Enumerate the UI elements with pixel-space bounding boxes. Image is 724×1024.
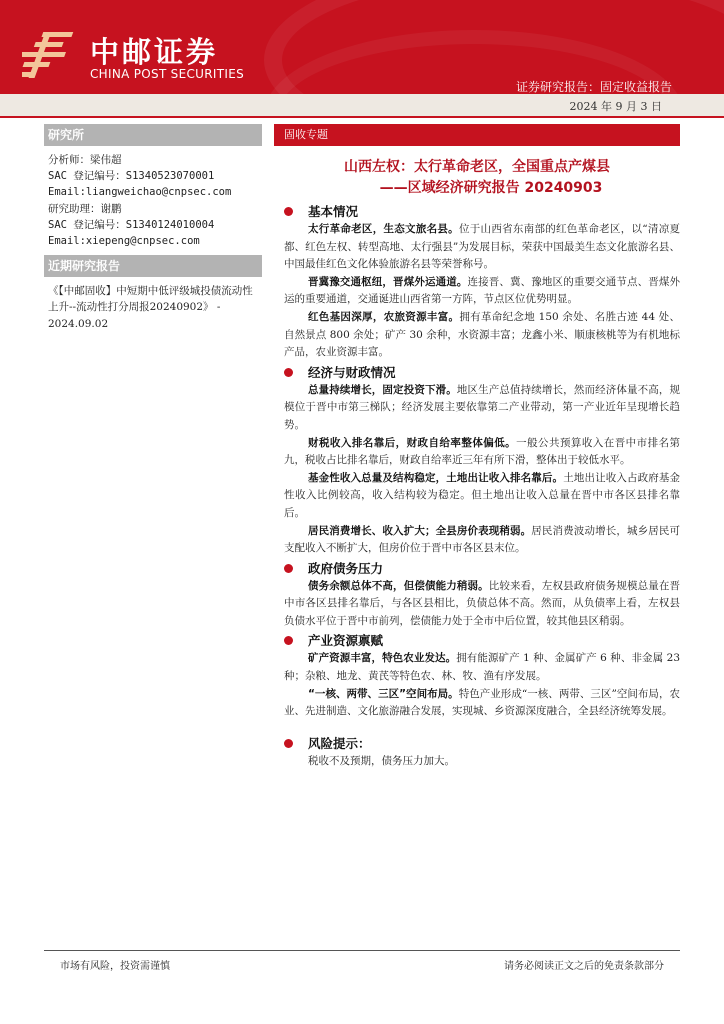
section-heading: 基本情况 xyxy=(274,203,680,221)
risk-text: 税收不及预期，债务压力加大。 xyxy=(308,754,455,767)
title-line-1: 山西左权：太行革命老区，全国重点产煤县 xyxy=(344,159,610,175)
section-paragraph xyxy=(274,435,680,470)
analyst-line: 研究助理：谢鹏 xyxy=(48,202,122,215)
paragraph-body: 拥有革命纪念地 150 余处、名胜古迹 44 处、自然景点 800 余处；矿产 30 余种，水资源丰富；龙鑫小米、顺康核桃等为有机地标产品，农业资源丰富。 xyxy=(284,310,680,359)
paragraph-body: 居民消费波动增长，城乡居民可支配收入不断扩大，但房价位于晋中市各区县末位。 xyxy=(284,524,681,555)
paragraph-lead: “一核、两带、三区”空间布局。 xyxy=(308,687,459,700)
paragraph-body: 比较来看，左权县政府债务规模总量在晋中市各区县排名靠后，与各区县相比，负债总体不高。然而，从负债率上看，左权县负债水平位于晋中市前列，偿债能力处于全市中后位置，较其他县区稍弱。 xyxy=(284,579,680,627)
brand-name-cn: 中邮证券 xyxy=(90,35,219,69)
institute-title: 研究所 xyxy=(44,124,262,146)
bullet-dot-icon xyxy=(284,739,293,748)
section-paragraph xyxy=(274,650,680,685)
recent-reports-title: 近期研究报告 xyxy=(44,255,262,277)
paragraph-body: 特色产业形成“一核、两带、三区”空间布局，农业、先进制造、文化旅游融合发展，实现城、乡资源深度融合，全县经济统筹发展。 xyxy=(284,687,680,718)
paragraph-lead: 总量持续增长，固定投资下滑。 xyxy=(308,383,457,396)
assistant-email-link[interactable]: Email:xiepeng@cnpsec.com xyxy=(48,235,200,248)
brand-banner xyxy=(0,0,724,94)
risk-heading: 风险提示： xyxy=(274,735,680,753)
paragraph-body: 连接晋、冀、豫地区的重要交通节点、晋煤外运的重要通道，交通诞进山西省第一方阵，节点区位优势明显。 xyxy=(284,275,681,306)
footer-disclaimer-left: 市场有风险，投资需谨慎 xyxy=(60,961,170,972)
sidebar xyxy=(44,124,262,332)
report-section xyxy=(274,203,680,362)
bullet-dot-icon xyxy=(284,636,293,645)
report-date: 2024 年 9 月 3 日 xyxy=(569,100,662,113)
analyst-email-link[interactable]: Email:liangweichao@cnpsec.com xyxy=(48,186,232,199)
analyst-line: 分析师：梁伟超 xyxy=(48,154,122,166)
paragraph-body: 一般公共预算收入在晋中市排名第九，税收占比排名靠后，财政自给率近三年有所下滑，整体出于较低水平。 xyxy=(284,436,681,467)
section-paragraph xyxy=(274,470,680,523)
section-heading: 政府债务压力 xyxy=(274,560,680,578)
paragraph-lead: 基金性收入总量及结构稳定，土地出让收入排名靠后。 xyxy=(308,471,564,484)
bullet-dot-icon xyxy=(284,368,293,377)
date-band xyxy=(0,94,724,116)
header-divider xyxy=(0,116,724,118)
report-header xyxy=(0,0,724,118)
section-paragraph xyxy=(274,309,680,362)
section-paragraph xyxy=(274,274,680,309)
paragraph-body: 地区生产总值持续增长，然而经济体量不高，规模位于晋中市第三梯队；经济发展主要依靠第二产业带动，第一产业近年呈现增长趋势。 xyxy=(284,383,681,431)
paragraph-lead: 财税收入排名靠后，财政自给率整体偏低。 xyxy=(308,436,517,449)
section-paragraph xyxy=(274,686,680,721)
paragraph-body: 位于山西省东南部的红色革命老区，以“清凉夏都、红色左权、转型高地、太行强县”为发展目标，荣获中国最美生态文化旅游名县、中国最佳红色文化体验旅游名县等荣誉称号。 xyxy=(284,223,680,271)
report-title xyxy=(274,157,680,199)
section-heading: 经济与财政情况 xyxy=(274,364,680,382)
bullet-dot-icon xyxy=(284,207,293,216)
page-footer xyxy=(44,950,680,972)
paragraph-lead: 债务余额总体不高，但偿债能力稍弱。 xyxy=(308,579,489,592)
sections xyxy=(274,203,680,721)
paragraph-lead: 太行革命老区，生态文旅名县。 xyxy=(308,223,459,235)
report-section xyxy=(274,364,680,558)
paragraph-lead: 红色基因深厚，农旅资源丰富。 xyxy=(308,310,460,323)
analyst-line: SAC 登记编号：S1340124010004 xyxy=(48,218,215,231)
paragraph-body: 拥有能源矿产 1 种、金属矿产 6 种、非金属 23 种；杂粮、地龙、黄芪等特色农、林、牧、渔有序发展。 xyxy=(284,652,680,683)
main-content xyxy=(274,124,680,770)
report-section xyxy=(274,632,680,720)
section-heading: 产业资源禀赋 xyxy=(274,632,680,650)
analyst-info xyxy=(44,146,262,253)
report-type: 证券研究报告：固定收益报告 xyxy=(515,80,672,94)
paragraph-lead: 晋冀豫交通枢纽，晋煤外运通道。 xyxy=(308,275,468,288)
china-post-logo-icon xyxy=(22,30,80,82)
section-paragraph xyxy=(274,578,680,631)
bullet-dot-icon xyxy=(284,564,293,573)
risk-section xyxy=(274,735,680,770)
recent-report-link[interactable]: 《【中邮固收】中短期中低评级城投债流动性上升--流动性打分周报20240902》 - 2024.09.02 xyxy=(48,285,253,330)
brand-name-en: CHINA POST SECURITIES xyxy=(90,67,244,81)
paragraph-body: 土地出让收入占政府基金性收入比例较高，收入结构较为稳定。但土地出让收入总量在晋中市各区县排名靠后。 xyxy=(284,471,681,519)
title-line-2: ——区域经济研究报告 20240903 xyxy=(379,180,603,196)
section-paragraph xyxy=(274,523,680,558)
paragraph-lead: 居民消费增长、收入扩大；全县房价表现稍弱。 xyxy=(308,524,532,537)
paragraph-lead: 矿产资源丰富，特色农业发达。 xyxy=(308,652,457,665)
topic-tag: 固收专题 xyxy=(274,124,680,146)
analyst-line: SAC 登记编号：S1340523070001 xyxy=(48,170,215,183)
section-paragraph xyxy=(274,221,680,274)
footer-disclaimer-right: 请务必阅读正文之后的免责条款部分 xyxy=(504,961,664,972)
section-paragraph xyxy=(274,382,680,435)
report-section xyxy=(274,560,680,631)
